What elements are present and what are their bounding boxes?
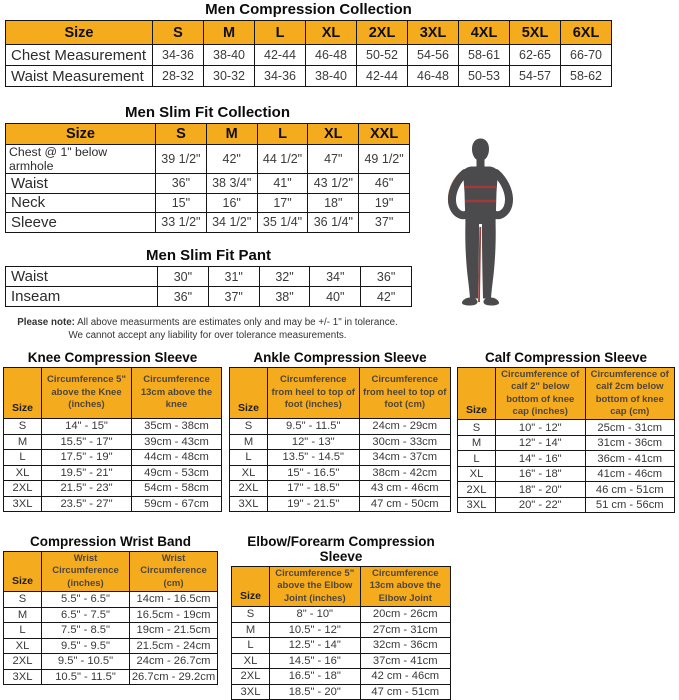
column-header: 6XL xyxy=(561,21,612,45)
section-elbow-sleeve xyxy=(231,534,451,700)
row-label-cell: S xyxy=(232,607,270,623)
size-column-header: Size xyxy=(4,552,42,592)
men-slim-fit-pant-table xyxy=(5,266,412,307)
section-men-compression xyxy=(5,1,612,87)
value-cell: 25cm - 31cm xyxy=(585,420,675,436)
value-cell: 38" xyxy=(259,287,310,307)
column-header: Circumference 5" above the Knee (inches) xyxy=(42,368,132,419)
row-label-cell: Waist xyxy=(6,174,156,194)
section-ankle-sleeve xyxy=(229,350,451,512)
value-cell: 66-70 xyxy=(561,45,612,66)
calf-sleeve-table xyxy=(457,367,675,513)
wrist-band-table xyxy=(3,551,218,685)
row-label-cell: XL xyxy=(232,653,270,669)
value-cell: 36" xyxy=(158,287,209,307)
table-header xyxy=(6,124,410,145)
size-column-header: Size xyxy=(230,368,268,419)
value-cell: 17.5" - 19" xyxy=(42,450,132,466)
row-label-cell: XL xyxy=(458,466,496,482)
table-row xyxy=(232,684,451,700)
column-header: XL xyxy=(306,21,357,45)
column-header: Circumference from heel to top of foot (cm) xyxy=(359,368,451,419)
row-label-cell: L xyxy=(4,450,42,466)
column-header: Circumference 13cm above the knee xyxy=(132,368,222,419)
table-header xyxy=(4,368,222,419)
table-row xyxy=(4,496,222,512)
header-row xyxy=(232,567,451,607)
table-body xyxy=(230,419,451,512)
note-prefix: Please note: xyxy=(17,317,75,328)
value-cell: 21.5cm - 24cm xyxy=(130,638,218,654)
value-cell: 16.5" - 18" xyxy=(270,669,361,685)
value-cell: 24cm - 26.7cm xyxy=(130,654,218,670)
section-wrist-band xyxy=(3,534,218,685)
table-row xyxy=(4,654,218,670)
value-cell: 43 cm - 46cm xyxy=(359,481,451,497)
note-line-1 xyxy=(0,316,415,329)
value-cell: 54-56 xyxy=(408,45,459,66)
table-body xyxy=(4,419,222,512)
size-column-header: Size xyxy=(6,124,156,145)
column-header: XL xyxy=(308,124,359,145)
value-cell: 17" xyxy=(257,193,308,213)
header-row xyxy=(6,124,410,145)
column-header: S xyxy=(153,21,204,45)
value-cell: 34" xyxy=(310,267,361,287)
value-cell: 18" xyxy=(308,193,359,213)
table-header xyxy=(232,567,451,607)
table-row xyxy=(458,435,675,451)
header-row xyxy=(4,552,218,592)
value-cell: 12.5" - 14" xyxy=(270,638,361,654)
table-row xyxy=(458,451,675,467)
value-cell: 38-40 xyxy=(306,66,357,87)
value-cell: 17" - 18.5" xyxy=(268,481,360,497)
inseam-measure-line xyxy=(479,227,480,302)
row-label-cell: XL xyxy=(4,465,42,481)
row-label-cell: 2XL xyxy=(232,669,270,685)
value-cell: 31cm - 36cm xyxy=(585,435,675,451)
value-cell: 36" xyxy=(361,267,412,287)
value-cell: 5.5" - 6.5" xyxy=(42,592,130,608)
figure-left-foot xyxy=(462,298,478,306)
header-row xyxy=(458,368,675,420)
row-label-cell: Waist Measurement xyxy=(6,66,153,87)
value-cell: 18.5" - 20" xyxy=(270,684,361,700)
value-cell: 50-52 xyxy=(357,45,408,66)
row-label-cell: L xyxy=(230,450,268,466)
table-row xyxy=(232,669,451,685)
ankle-sleeve-title: Ankle Compression Sleeve xyxy=(253,350,427,365)
value-cell: 42 cm - 46cm xyxy=(360,669,451,685)
table-row xyxy=(230,419,451,435)
value-cell: 42" xyxy=(206,145,257,174)
section-knee-sleeve xyxy=(3,350,222,512)
table-header xyxy=(6,21,612,45)
value-cell: 23.5" - 27" xyxy=(42,496,132,512)
table-row xyxy=(4,434,222,450)
row-label-cell: M xyxy=(232,622,270,638)
section-calf-sleeve xyxy=(457,350,675,513)
value-cell: 58-62 xyxy=(561,66,612,87)
elbow-sleeve-table xyxy=(231,566,451,700)
value-cell: 31" xyxy=(208,267,259,287)
column-header: 2XL xyxy=(357,21,408,45)
table-row xyxy=(4,592,218,608)
table-body xyxy=(6,267,412,307)
column-header: L xyxy=(257,124,308,145)
table-row xyxy=(458,466,675,482)
note-text: All above measurments are estimates only and may be +/- 1" in tolerance. xyxy=(74,317,398,328)
value-cell: 16" xyxy=(206,193,257,213)
value-cell: 9.5" - 9.5" xyxy=(42,638,130,654)
table-row xyxy=(6,66,612,87)
value-cell: 15" xyxy=(156,193,207,213)
table-body xyxy=(4,592,218,685)
value-cell: 10.5" - 11.5" xyxy=(42,669,130,685)
table-row xyxy=(4,669,218,685)
value-cell: 47 cm - 51cm xyxy=(360,684,451,700)
value-cell: 47" xyxy=(308,145,359,174)
value-cell: 24cm - 29cm xyxy=(359,419,451,435)
column-header: Circumference 5" above the Elbow Joint (inches) xyxy=(270,567,361,607)
value-cell: 51 cm - 56cm xyxy=(585,497,675,513)
header-row xyxy=(4,368,222,419)
table-row xyxy=(230,434,451,450)
table-row xyxy=(6,45,612,66)
row-label-cell: M xyxy=(4,434,42,450)
row-label-cell: 2XL xyxy=(4,654,42,670)
note-line-2: We cannot accept any liability for over tolerance measurements. xyxy=(68,330,347,341)
value-cell: 34-36 xyxy=(153,45,204,66)
row-label-cell: XL xyxy=(4,638,42,654)
table-row xyxy=(4,481,222,497)
column-header: 5XL xyxy=(510,21,561,45)
row-label-cell: S xyxy=(4,592,42,608)
value-cell: 14cm - 16.5cm xyxy=(130,592,218,608)
figure-neck xyxy=(477,157,485,168)
column-header: XXL xyxy=(359,124,410,145)
value-cell: 62-65 xyxy=(510,45,561,66)
value-cell: 37" xyxy=(359,213,410,233)
value-cell: 59cm - 67cm xyxy=(132,496,222,512)
table-row xyxy=(458,482,675,498)
value-cell: 39cm - 43cm xyxy=(132,434,222,450)
figure-left-leg xyxy=(465,220,479,299)
value-cell: 13.5" - 14.5" xyxy=(268,450,360,466)
wrist-band-title: Compression Wrist Band xyxy=(29,534,192,549)
size-column-header: Size xyxy=(4,368,42,419)
table-row xyxy=(4,450,222,466)
table-row xyxy=(4,607,218,623)
table-row xyxy=(4,419,222,435)
value-cell: 7.5" - 8.5" xyxy=(42,623,130,639)
row-label-cell: L xyxy=(4,623,42,639)
column-header: Circumference from heel to top of foot (inches) xyxy=(268,368,360,419)
table-row xyxy=(230,481,451,497)
row-label-cell: Waist xyxy=(6,267,158,287)
value-cell: 32" xyxy=(259,267,310,287)
value-cell: 32cm - 36cm xyxy=(360,638,451,654)
column-header: 4XL xyxy=(459,21,510,45)
table-body xyxy=(6,45,612,87)
value-cell: 26.7cm - 29.2cm xyxy=(130,669,218,685)
column-header: M xyxy=(206,124,257,145)
table-row xyxy=(6,213,410,233)
value-cell: 46 cm - 51cm xyxy=(585,482,675,498)
table-row xyxy=(4,623,218,639)
table-body xyxy=(232,607,451,700)
value-cell: 40" xyxy=(310,287,361,307)
value-cell: 6.5" - 7.5" xyxy=(42,607,130,623)
table-row xyxy=(230,450,451,466)
value-cell: 54cm - 58cm xyxy=(132,481,222,497)
row-label-cell: XL xyxy=(230,465,268,481)
row-label-cell: 3XL xyxy=(230,496,268,512)
men-slim-fit-title: Men Slim Fit Collection xyxy=(124,104,290,121)
row-label-cell: Chest Measurement xyxy=(6,45,153,66)
table-body xyxy=(458,420,675,513)
header-row xyxy=(6,21,612,45)
value-cell: 44cm - 48cm xyxy=(132,450,222,466)
table-body xyxy=(6,145,410,233)
value-cell: 19" - 21.5" xyxy=(268,496,360,512)
row-label-cell: Sleeve xyxy=(6,213,156,233)
value-cell: 18" - 20" xyxy=(496,482,586,498)
value-cell: 43 1/2" xyxy=(308,174,359,194)
value-cell: 46-48 xyxy=(408,66,459,87)
table-row xyxy=(232,653,451,669)
value-cell: 12" - 14" xyxy=(496,435,586,451)
value-cell: 27cm - 31cm xyxy=(360,622,451,638)
value-cell: 42" xyxy=(361,287,412,307)
row-label-cell: S xyxy=(458,420,496,436)
row-label-cell: S xyxy=(230,419,268,435)
value-cell: 14" - 15" xyxy=(42,419,132,435)
table-row xyxy=(232,622,451,638)
table-header xyxy=(230,368,451,419)
row-label-cell: S xyxy=(4,419,42,435)
value-cell: 30-32 xyxy=(204,66,255,87)
header-row xyxy=(230,368,451,419)
value-cell: 15" - 16.5" xyxy=(268,465,360,481)
section-men-slim-fit xyxy=(5,104,410,233)
value-cell: 36" xyxy=(156,174,207,194)
value-cell: 16.5cm - 19cm xyxy=(130,607,218,623)
value-cell: 37" xyxy=(208,287,259,307)
table-row xyxy=(4,465,222,481)
value-cell: 41" xyxy=(257,174,308,194)
table-row xyxy=(230,465,451,481)
value-cell: 19" xyxy=(359,193,410,213)
row-label-cell: 3XL xyxy=(458,497,496,513)
ankle-sleeve-table xyxy=(229,367,451,512)
value-cell: 30cm - 33cm xyxy=(359,434,451,450)
value-cell: 58-61 xyxy=(459,45,510,66)
row-label-cell: M xyxy=(230,434,268,450)
row-label-cell: M xyxy=(4,607,42,623)
table-row xyxy=(6,193,410,213)
tolerance-note xyxy=(0,316,415,342)
value-cell: 44 1/2" xyxy=(257,145,308,174)
men-slim-fit-pant-title: Men Slim Fit Pant xyxy=(145,247,271,264)
value-cell: 9.5" - 11.5" xyxy=(268,419,360,435)
men-slim-fit-table xyxy=(5,123,410,233)
size-column-header: Size xyxy=(6,21,153,45)
value-cell: 20cm - 26cm xyxy=(360,607,451,623)
value-cell: 42-44 xyxy=(255,45,306,66)
value-cell: 10.5" - 12" xyxy=(270,622,361,638)
table-row xyxy=(6,145,410,174)
section-men-slim-fit-pant xyxy=(5,247,412,307)
value-cell: 14.5" - 16" xyxy=(270,653,361,669)
knee-sleeve-table xyxy=(3,367,222,512)
value-cell: 10" - 12" xyxy=(496,420,586,436)
table-row xyxy=(232,638,451,654)
value-cell: 34cm - 37cm xyxy=(359,450,451,466)
row-label-cell: 3XL xyxy=(4,669,42,685)
table-row xyxy=(458,420,675,436)
men-compression-table xyxy=(5,20,612,87)
table-row xyxy=(4,638,218,654)
value-cell: 35 1/4" xyxy=(257,213,308,233)
man-silhouette-icon xyxy=(445,132,535,316)
value-cell: 34-36 xyxy=(255,66,306,87)
size-column-header: Size xyxy=(458,368,496,420)
value-cell: 8" - 10" xyxy=(270,607,361,623)
value-cell: 12" - 13" xyxy=(268,434,360,450)
value-cell: 38-40 xyxy=(204,45,255,66)
value-cell: 19cm - 21.5cm xyxy=(130,623,218,639)
value-cell: 15.5" - 17" xyxy=(42,434,132,450)
value-cell: 46-48 xyxy=(306,45,357,66)
value-cell: 36cm - 41cm xyxy=(585,451,675,467)
table-header xyxy=(4,552,218,592)
table-row xyxy=(6,287,412,307)
size-column-header: Size xyxy=(232,567,270,607)
value-cell: 28-32 xyxy=(153,66,204,87)
column-header: Wrist Circumference (cm) xyxy=(130,552,218,592)
value-cell: 34 1/2" xyxy=(206,213,257,233)
value-cell: 38cm - 42cm xyxy=(359,465,451,481)
value-cell: 50-53 xyxy=(459,66,510,87)
value-cell: 37cm - 41cm xyxy=(360,653,451,669)
table-row xyxy=(230,496,451,512)
column-header: Circumference of calf 2cm below bottom of knee cap (cm) xyxy=(585,368,675,420)
value-cell: 30" xyxy=(158,267,209,287)
value-cell: 49 1/2" xyxy=(359,145,410,174)
row-label-cell: 2XL xyxy=(458,482,496,498)
table-row xyxy=(6,267,412,287)
value-cell: 42-44 xyxy=(357,66,408,87)
row-label-cell: 2XL xyxy=(4,481,42,497)
value-cell: 9.5" - 10.5" xyxy=(42,654,130,670)
elbow-sleeve-title: Elbow/Forearm Compression Sleeve xyxy=(247,534,435,564)
value-cell: 46" xyxy=(359,174,410,194)
row-label-cell: Inseam xyxy=(6,287,158,307)
value-cell: 14" - 16" xyxy=(496,451,586,467)
value-cell: 19.5" - 21" xyxy=(42,465,132,481)
row-label-cell: 3XL xyxy=(4,496,42,512)
row-label-cell: M xyxy=(458,435,496,451)
row-label-cell: Neck xyxy=(6,193,156,213)
value-cell: 36 1/4" xyxy=(308,213,359,233)
table-row xyxy=(232,607,451,623)
figure-right-leg xyxy=(482,220,496,299)
row-label-cell: Chest @ 1" below armhole xyxy=(6,145,156,174)
row-label-cell: L xyxy=(458,451,496,467)
column-header: 3XL xyxy=(408,21,459,45)
row-label-cell: 2XL xyxy=(230,481,268,497)
value-cell: 49cm - 53cm xyxy=(132,465,222,481)
value-cell: 35cm - 38cm xyxy=(132,419,222,435)
value-cell: 33 1/2" xyxy=(156,213,207,233)
table-row xyxy=(458,497,675,513)
value-cell: 54-57 xyxy=(510,66,561,87)
value-cell: 16" - 18" xyxy=(496,466,586,482)
value-cell: 41cm - 46cm xyxy=(585,466,675,482)
value-cell: 38 3/4" xyxy=(206,174,257,194)
column-header: Circumference 13cm above the Elbow Joint xyxy=(360,567,451,607)
row-label-cell: 3XL xyxy=(232,684,270,700)
column-header: S xyxy=(156,124,207,145)
table-row xyxy=(6,174,410,194)
value-cell: 21.5" - 23" xyxy=(42,481,132,497)
knee-sleeve-title: Knee Compression Sleeve xyxy=(27,350,198,365)
men-compression-title: Men Compression Collection xyxy=(205,1,412,18)
column-header: Circumference of calf 2" below bottom of knee cap (inches) xyxy=(496,368,586,420)
figure-torso xyxy=(463,167,498,225)
value-cell: 20" - 22" xyxy=(496,497,586,513)
value-cell: 39 1/2" xyxy=(156,145,207,174)
row-label-cell: L xyxy=(232,638,270,654)
table-header xyxy=(458,368,675,420)
calf-sleeve-title: Calf Compression Sleeve xyxy=(484,350,648,365)
figure-right-foot xyxy=(483,298,499,306)
column-header: M xyxy=(204,21,255,45)
column-header: L xyxy=(255,21,306,45)
value-cell: 47 cm - 50cm xyxy=(359,496,451,512)
column-header: Wrist Circumference (inches) xyxy=(42,552,130,592)
